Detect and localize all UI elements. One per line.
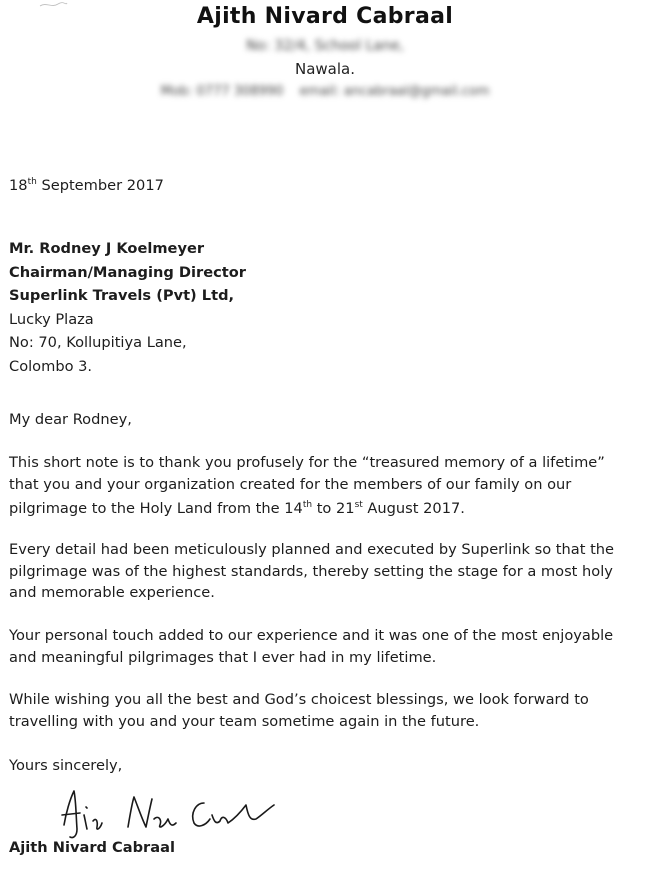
letterhead-mobile: Mob: 0777 308990	[160, 84, 284, 99]
salutation: My dear Rodney,	[9, 411, 132, 428]
paragraph-1-part-a: This short note is to thank you profusely for the “treasured memory of a lifetime” that you and your organization created for the members of our family on our pilgrimage to the Holy Land from the 14	[9, 454, 605, 517]
recipient-company: Superlink Travels (Pvt) Ltd,	[9, 287, 235, 305]
letterhead-contact	[0, 84, 650, 99]
body-paragraph-2: Every detail had been meticulously planned and executed by Superlink so that the pilgrimage was of the highest standards, thereby setting the stage for a most holy and memorable experience.	[9, 541, 615, 601]
handwritten-signature	[50, 785, 280, 845]
letterhead-name: Ajith Nivard Cabraal	[196, 4, 454, 29]
recipient-address-1: Lucky Plaza	[9, 310, 94, 328]
date-month-year: September 2017	[36, 176, 164, 194]
paragraph-1-sup-1: th	[302, 500, 313, 510]
letterhead-email: email: ancabraal@gmail.com	[299, 84, 490, 99]
recipient-block	[9, 237, 246, 379]
body-paragraph-3: Your personal touch added to our experience and it was one of the most enjoyable and meaningful pilgrimages that I ever had in my lifetime.	[9, 627, 614, 666]
body-paragraph-4: While wishing you all the best and God’s choicest blessings, we look forward to travelling with you and your team sometime again in the future.	[9, 691, 589, 730]
signatory-name: Ajith Nivard Cabraal	[9, 839, 175, 856]
paragraph-1-sup-2: st	[354, 500, 363, 510]
date-day: 18	[9, 176, 28, 194]
recipient-name: Mr. Rodney J Koelmeyer	[9, 240, 205, 257]
paragraph-1-part-b: to 21	[312, 499, 355, 517]
letterhead-address-city: Nawala.	[295, 60, 355, 78]
recipient-address-3: Colombo 3.	[9, 357, 93, 375]
recipient-address-2: No: 70, Kollupitiya Lane,	[9, 334, 187, 352]
closing: Yours sincerely,	[9, 757, 123, 774]
letter-date	[9, 172, 164, 196]
paragraph-1-part-c: August 2017.	[362, 499, 465, 517]
letterhead-address-street: No: 32/4, School Lane,	[246, 38, 404, 54]
body-paragraph-1	[9, 452, 639, 519]
date-day-suffix: th	[27, 177, 37, 187]
recipient-title: Chairman/Managing Director	[9, 263, 246, 281]
